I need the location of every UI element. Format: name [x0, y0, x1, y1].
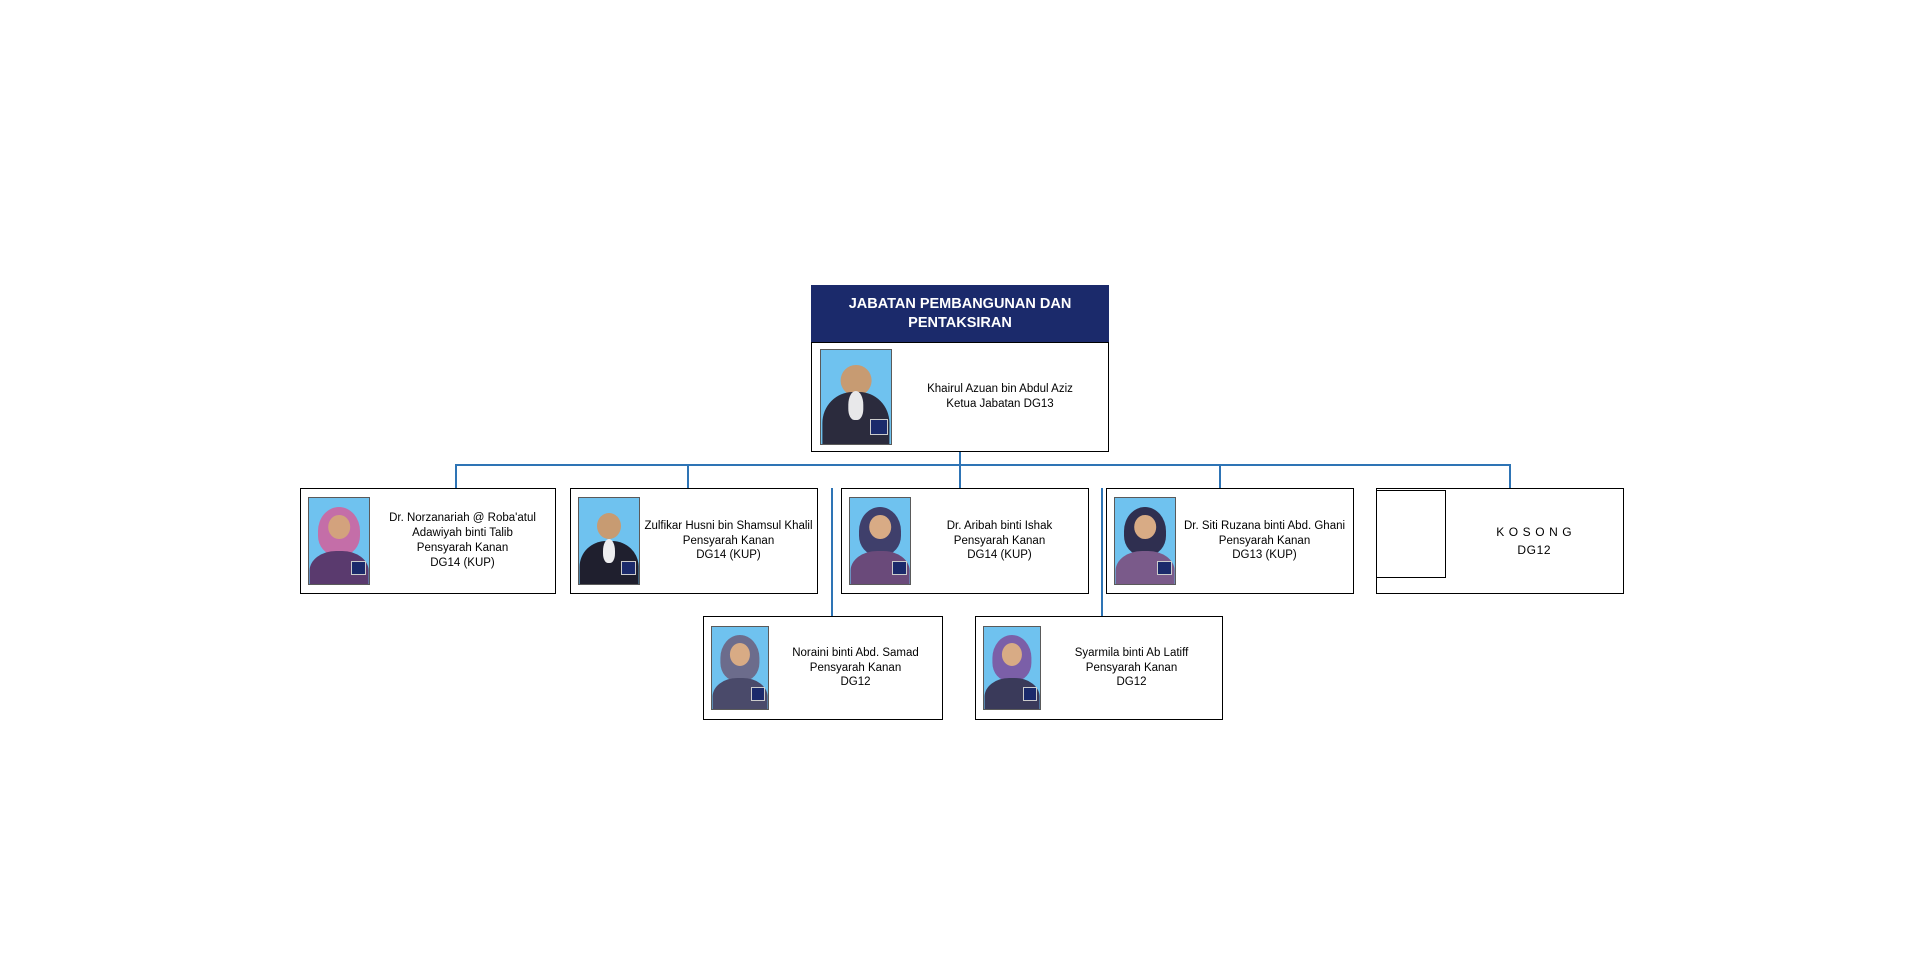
head-of-department-text [892, 380, 1108, 414]
staff-position: Pensyarah Kanan [416, 542, 509, 554]
staff-card-noraini[interactable] [703, 616, 943, 720]
connector-drop-5 [1509, 464, 1511, 488]
connector-drop-4 [1219, 464, 1221, 488]
photo-badge-icon [892, 561, 907, 575]
staff-text-aribah [911, 517, 1088, 566]
head-of-department-position: Ketua Jabatan DG13 [946, 398, 1054, 410]
staff-position: Pensyarah Kanan [809, 661, 902, 674]
staff-position: Pensyarah Kanan [682, 534, 775, 547]
staff-name: Dr. Siti Ruzana binti Abd. Ghani [1183, 519, 1346, 532]
photo-aribah-icon [849, 497, 911, 585]
staff-grade: DG12 [1116, 676, 1147, 689]
staff-card-aribah[interactable] [841, 488, 1089, 594]
staff-grade: DG14 (KUP) [696, 549, 761, 562]
staff-grade: DG14 (KUP) [967, 549, 1032, 562]
staff-grade: DG12 [840, 676, 871, 689]
photo-syarmila-icon [983, 626, 1041, 710]
photo-khairul-azuan-icon [820, 349, 892, 445]
photo-zulfikar-husni-icon [578, 497, 640, 585]
head-of-department-card[interactable] [811, 342, 1109, 452]
staff-name: Dr. Aribah binti Ishak [946, 519, 1053, 532]
photo-badge-icon [751, 687, 765, 700]
staff-position: Pensyarah Kanan [1085, 661, 1178, 674]
staff-name: Dr. Norzanariah @ Roba'atul Adawiyah binti Talib [389, 512, 536, 540]
photo-badge-icon [621, 561, 636, 575]
staff-card-syarmila[interactable] [975, 616, 1223, 720]
connector-drop-2 [687, 464, 689, 488]
department-header [811, 285, 1109, 342]
connector-drop-1 [455, 464, 457, 488]
staff-name: Zulfikar Husni bin Shamsul Khalil [644, 519, 813, 532]
connector-main-bus [455, 464, 1511, 466]
staff-text-zulfikar [640, 517, 817, 566]
vacant-label: K O S O N G [1496, 525, 1573, 539]
photo-badge-icon [1157, 561, 1172, 575]
connector-drop-row2-left [831, 488, 833, 616]
connector-head-stem [959, 452, 961, 464]
staff-grade: DG13 (KUP) [1232, 549, 1297, 562]
staff-position: Pensyarah Kanan [953, 534, 1046, 547]
staff-name: Noraini binti Abd. Samad [792, 646, 919, 659]
staff-card-siti-ruzana[interactable] [1106, 488, 1354, 594]
connector-drop-row2-right [1101, 488, 1103, 616]
connector-drop-3 [959, 464, 961, 488]
staff-text-syarmila [1041, 644, 1222, 693]
staff-card-zulfikar[interactable] [570, 488, 818, 594]
vacant-position-card[interactable] [1376, 488, 1624, 594]
staff-text-noraini [769, 644, 942, 693]
photo-badge-icon [870, 419, 887, 434]
photo-siti-ruzana-icon [1114, 497, 1176, 585]
department-title: JABATAN PEMBANGUNAN DAN PENTAKSIRAN [848, 296, 1072, 331]
photo-noraini-icon [711, 626, 769, 710]
head-of-department-name: Khairul Azuan bin Abdul Aziz [927, 383, 1073, 396]
vacant-position-text [1446, 521, 1624, 561]
photo-badge-icon [1023, 687, 1037, 700]
vacant-photo-placeholder [1376, 490, 1446, 578]
staff-card-norzanariah[interactable] [300, 488, 556, 594]
staff-name: Syarmila binti Ab Latiff [1074, 646, 1189, 659]
staff-grade: DG14 (KUP) [430, 556, 495, 569]
staff-position: Pensyarah Kanan [1218, 534, 1311, 547]
vacant-grade: DG12 [1517, 543, 1552, 557]
staff-text-siti-ruzana [1176, 517, 1353, 566]
photo-norzanariah-icon [308, 497, 370, 585]
photo-badge-icon [351, 561, 366, 575]
staff-text-norzanariah [370, 509, 555, 573]
